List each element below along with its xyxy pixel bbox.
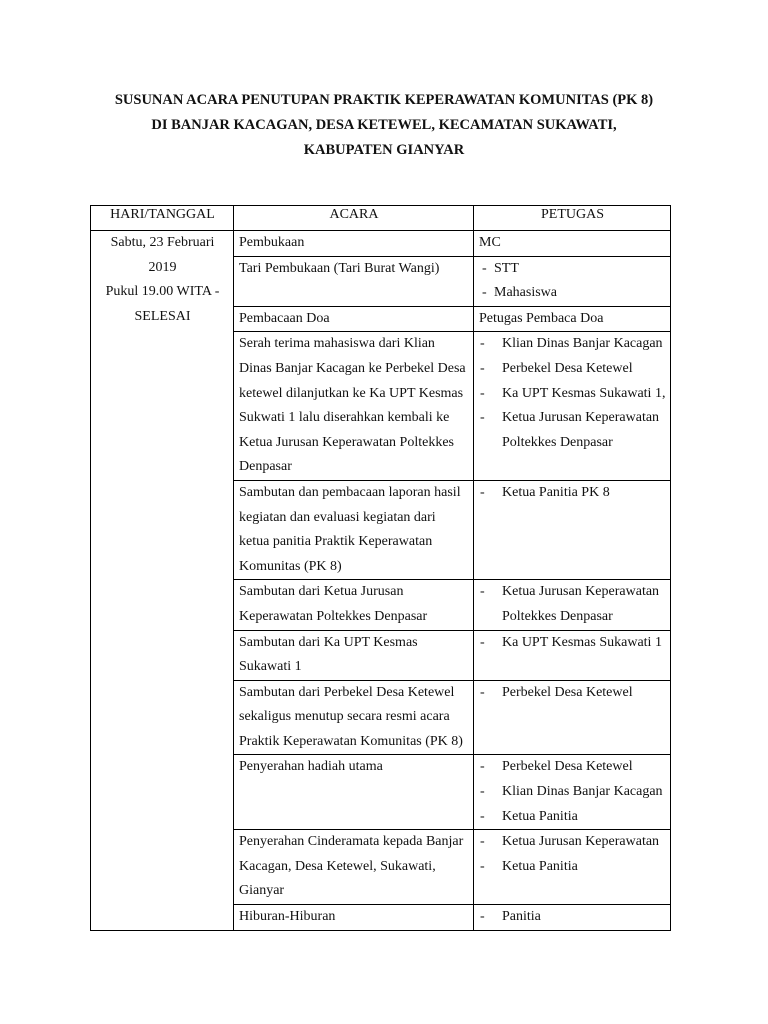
petugas-cell	[474, 256, 671, 306]
hari-tanggal-line: Sabtu, 23 Februari	[110, 235, 215, 250]
acara-line: Sambutan dan pembacaan laporan hasil	[239, 484, 461, 500]
petugas-item-text: Perbekel Desa Ketewel	[502, 759, 633, 775]
hari-tanggal-cell	[91, 231, 234, 931]
petugas-list	[479, 257, 666, 306]
petugas-item-text: Klian Dinas Banjar Kacagan	[502, 336, 663, 352]
title-line-1: SUSUNAN ACARA PENUTUPAN PRAKTIK KEPERAWATAN KOMUNITAS (PK 8)	[114, 92, 654, 108]
acara-line: Ketua Jurusan Keperawatan Poltekkes	[239, 434, 454, 450]
title-line-2: DI BANJAR KACAGAN, DESA KETEWEL, KECAMATAN SUKAWATI,	[151, 117, 617, 133]
petugas-list	[479, 631, 666, 656]
petugas-list-item	[479, 905, 666, 930]
dash-bullet: -	[480, 410, 485, 426]
petugas-item-text: Poltekkes Denpasar	[502, 608, 613, 624]
petugas-item-text: Klian Dinas Banjar Kacagan	[502, 784, 663, 800]
petugas-cell	[474, 231, 671, 257]
acara-line: Hiburan-Hiburan	[239, 909, 336, 925]
petugas-item-text: Ketua Panitia	[502, 858, 578, 874]
petugas-cell	[474, 580, 671, 630]
petugas-cell	[474, 480, 671, 579]
acara-line: Pembukaan	[239, 235, 305, 250]
petugas-list-item	[479, 780, 666, 805]
petugas-cell	[474, 680, 671, 755]
petugas-cell	[474, 755, 671, 830]
petugas-item-text: Ketua Jurusan Keperawatan	[502, 584, 660, 600]
hari-tanggal-line: Pukul 19.00 WITA -	[105, 284, 220, 300]
acara-line: Kacagan, Desa Ketewel, Sukawati,	[239, 858, 436, 874]
acara-line: Praktik Keperawatan Komunitas (PK 8)	[239, 733, 463, 749]
petugas-item-text: Ketua Jurusan Keperawatan	[502, 834, 660, 850]
petugas-item-text: Ketua Panitia PK 8	[502, 484, 610, 500]
petugas-list-item	[479, 580, 666, 629]
schedule-table	[90, 205, 671, 931]
acara-line: Komunitas (PK 8)	[239, 558, 342, 574]
petugas-list-item	[479, 406, 666, 455]
hari-tanggal-line: SELESAI	[134, 308, 191, 324]
acara-line: sekaligus menutup secara resmi acara	[239, 709, 450, 725]
petugas-list-item	[479, 257, 666, 282]
acara-cell	[234, 630, 474, 680]
hari-tanggal-line: 2019	[148, 259, 177, 275]
table-header-row	[91, 206, 671, 231]
petugas-list	[479, 332, 666, 455]
acara-line: Sukwati 1 lalu diserahkan kembali ke	[239, 410, 450, 426]
petugas-list-item	[479, 830, 666, 855]
petugas-list-item	[479, 855, 666, 880]
acara-line: Gianyar	[239, 883, 285, 899]
petugas-list	[479, 580, 666, 629]
petugas-list-item	[479, 805, 666, 830]
petugas-list-item	[479, 382, 666, 407]
acara-line: ketewel dilanjutkan ke Ka UPT Kesmas	[239, 385, 464, 401]
petugas-list-item	[479, 631, 666, 656]
acara-cell	[234, 231, 474, 257]
petugas-list-item	[479, 357, 666, 382]
acara-line: Tari Pembukaan (Tari Burat Wangi)	[239, 260, 440, 276]
petugas-cell	[474, 830, 671, 905]
acara-line: Penyerahan Cinderamata kepada Banjar	[239, 834, 464, 850]
acara-cell	[234, 755, 474, 830]
petugas-text: MC	[479, 235, 501, 250]
acara-cell	[234, 830, 474, 905]
acara-cell	[234, 332, 474, 481]
acara-cell	[234, 480, 474, 579]
dash-bullet: -	[480, 336, 485, 352]
acara-line: Sambutan dari Ketua Jurusan	[239, 584, 404, 600]
title-line-3: KABUPATEN GIANYAR	[303, 142, 465, 158]
acara-line: Denpasar	[239, 459, 292, 475]
petugas-list	[479, 755, 666, 829]
petugas-item-text: Ka UPT Kesmas Sukawati 1	[502, 634, 662, 650]
petugas-cell	[474, 332, 671, 481]
acara-line: Pembacaan Doa	[239, 310, 330, 326]
dash-bullet: -	[480, 784, 485, 800]
dash-bullet: -	[480, 634, 485, 650]
petugas-item-text: Poltekkes Denpasar	[502, 434, 613, 450]
petugas-item-text: Perbekel Desa Ketewel	[502, 360, 633, 376]
acara-line: kegiatan dan evaluasi kegiatan dari	[239, 509, 436, 525]
petugas-list	[479, 681, 666, 706]
petugas-cell	[474, 630, 671, 680]
acara-line: Serah terima mahasiswa dari Klian	[239, 336, 435, 352]
petugas-list-item	[479, 481, 666, 506]
header-acara: ACARA	[234, 206, 474, 231]
acara-line: Sambutan dari Perbekel Desa Ketewel	[239, 684, 455, 700]
petugas-item-text: Ketua Jurusan Keperawatan	[502, 410, 660, 426]
petugas-text: Petugas Pembaca Doa	[479, 310, 604, 326]
petugas-item-text: Panitia	[502, 909, 541, 925]
petugas-list	[479, 481, 666, 506]
acara-line: Keperawatan Poltekkes Denpasar	[239, 608, 428, 624]
petugas-item-text: Ka UPT Kesmas Sukawati 1,	[502, 385, 666, 401]
acara-cell	[234, 905, 474, 931]
dash-bullet: -	[480, 759, 485, 775]
acara-cell	[234, 580, 474, 630]
acara-cell	[234, 306, 474, 332]
petugas-list-item	[479, 332, 666, 357]
acara-cell	[234, 256, 474, 306]
header-hari-tanggal: HARI/TANGGAL	[91, 206, 234, 231]
petugas-list-item	[479, 755, 666, 780]
dash-bullet: -	[480, 909, 485, 925]
dash-bullet: -	[480, 360, 485, 376]
petugas-cell	[474, 905, 671, 931]
petugas-list	[479, 830, 666, 879]
dash-bullet: -	[480, 858, 485, 874]
petugas-cell	[474, 306, 671, 332]
acara-line: Dinas Banjar Kacagan ke Perbekel Desa	[239, 360, 466, 376]
petugas-item-text: STT	[494, 260, 519, 276]
acara-line: Sukawati 1	[239, 659, 302, 675]
header-petugas: PETUGAS	[474, 206, 671, 231]
dash-bullet: -	[482, 260, 487, 276]
acara-line: Penyerahan hadiah utama	[239, 759, 383, 775]
acara-line: Sambutan dari Ka UPT Kesmas	[239, 634, 418, 650]
dash-bullet: -	[482, 285, 487, 301]
document-title	[0, 88, 768, 163]
dash-bullet: -	[480, 484, 485, 500]
dash-bullet: -	[480, 834, 485, 850]
petugas-item-text: Ketua Panitia	[502, 808, 578, 824]
acara-line: ketua panitia Praktik Keperawatan	[239, 534, 433, 550]
petugas-item-text: Mahasiswa	[494, 285, 557, 301]
petugas-list-item	[479, 681, 666, 706]
dash-bullet: -	[480, 684, 485, 700]
petugas-item-text: Perbekel Desa Ketewel	[502, 684, 633, 700]
petugas-list-item	[479, 281, 666, 306]
dash-bullet: -	[480, 385, 485, 401]
petugas-list	[479, 905, 666, 930]
dash-bullet: -	[480, 584, 485, 600]
dash-bullet: -	[480, 808, 485, 824]
table-row	[91, 231, 671, 257]
acara-cell	[234, 680, 474, 755]
